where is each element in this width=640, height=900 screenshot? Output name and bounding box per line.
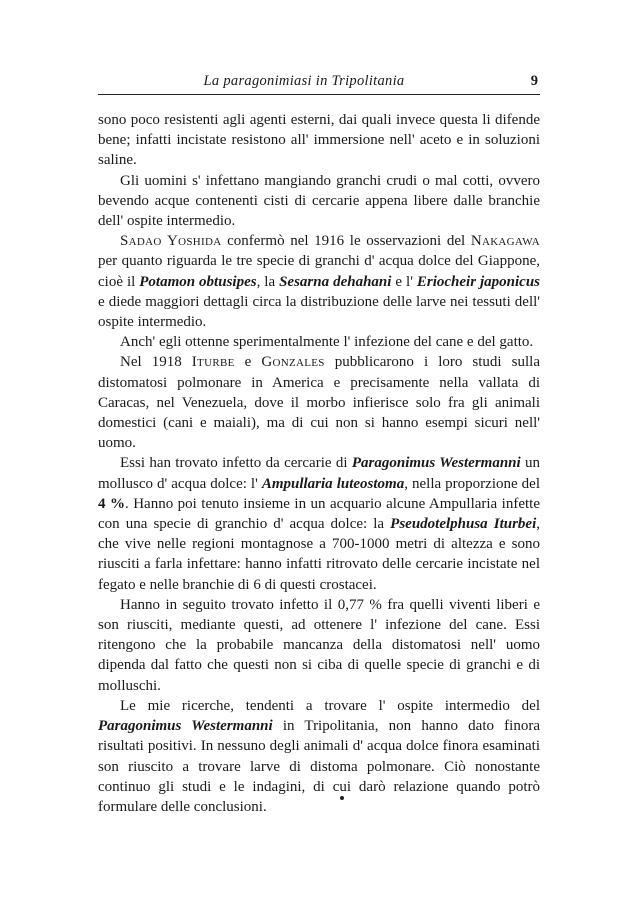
paragraph-8-text-1: Le mie ricerche, tendenti a trovare l' ospite intermedio del [120,697,540,714]
species-sesarna: Sesarna dehahani [279,273,392,290]
paragraph-6-text-5: , che vive nelle regioni montagnose a 700-1000 metri di altezza e sono riusciti a farla infettare: hanno infatti ritrovato delle cercarie incistate nel fegato e nelle branchie di 6 di questi crostacei. [98,516,540,593]
infection-percentage: 4 % [98,495,125,512]
paragraph-3-text-1: confermò nel 1916 le osservazioni del [221,233,471,250]
species-pseudotelphusa: Pseudotelphusa Iturbei [390,516,537,533]
running-header [98,72,540,95]
author-nakagawa: Nakagawa [470,233,540,250]
paragraph-3-text-2: per quanto riguarda le tre specie di granchi d' acqua dolce del Giappone, cioè il [98,253,540,290]
author-gonzales: Gonzales [261,354,325,371]
paragraph-6-text-4: . Hanno poi tenuto insieme in un acquario alcune Ampullaria infette con una specie di granchio d' acqua dolce: la [98,495,540,533]
author-iturbe: Iturbe [191,354,235,371]
running-title: La paragonimiasi in Tripolitania [203,73,405,89]
author-yoshida: Sadao Yoshida [120,233,222,250]
paragraph-1 [98,110,540,171]
paragraph-2-text: Gli uomini s' infettano mangiando granchi crudi o mal cotti, ovvero bevendo acque contenenti cisti di cercarie appena libere dalle branchie dell' ospite intermedio. [98,172,540,230]
paragraph-6-text-2: un mollusco d' acqua dolce: l' [98,455,540,492]
paragraph-3-text-4: e l' [391,273,417,290]
paragraph-5 [98,352,540,453]
species-eriocheir: Eriocheir japonicus [416,273,541,290]
paragraph-6-text-3: , nella proporzione del [404,475,540,492]
paragraph-1-text: sono poco resistenti agli agenti esterni, dai quali invece questa li difende bene; infatti incistate resistono all' immersione nell' aceto e in soluzioni saline. [98,112,540,169]
body-text [98,110,540,817]
page-number: 9 [530,73,538,89]
paragraph-8 [98,696,540,817]
section-end-dot [340,796,344,800]
paragraph-3 [98,231,540,332]
paragraph-8-text-2: in Tripolitania, non hanno dato finora risultati positivi. In nessuno degli animali d' acqua dolce finora esaminati son riuscito a trovare larve di distoma polmonare. Ciò nonostante continuo gli studi e le indagini, di cui darò relazione quando potrò formulare delle conclusioni. [98,718,540,815]
species-ampullaria: Ampullaria luteostoma [261,475,405,492]
species-paragonimus-2: Paragonimus Westermanni [98,718,273,735]
paragraph-3-text-3: , la [256,273,280,290]
paragraph-6-text-1: Essi han trovato infetto da cercarie di [120,455,352,472]
species-potamon: Potamon obtusipes [139,273,257,290]
paragraph-5-text-1: Nel 1918 [120,354,192,371]
paragraph-2 [98,171,540,232]
paragraph-7-text: Hanno in seguito trovato infetto il 0,77 % fra quelli viventi liberi e son riusciti, mediante questi, ad ottenere l' infezione del cane. Essi ritengono che la probabile mancanza della distomatosi nell' uomo dipenda dal fatto che questi non si ciba di quelle specie di granchi e di molluschi. [98,596,540,694]
paragraph-7 [98,595,540,696]
paragraph-3-text-5: e diede maggiori dettagli circa la distribuzione delle larve nei tessuti dell' ospite intermedio. [98,293,540,331]
species-paragonimus: Paragonimus Westermanni [351,455,521,472]
paragraph-4 [98,332,540,352]
paragraph-5-text-3: pubblicarono i loro studi sulla distomatosi polmonare in America e precisamente nella vallata di Caracas, nel Venezuela, dove il morbo infierisce solo fra gli animali domestici (cani e maiali), ma di cui non si hanno esempi sicuri nell' uomo. [98,354,540,452]
paragraph-6 [98,453,540,594]
paragraph-4-text: Anch' egli ottenne sperimentalmente l' infezione del cane e del gatto. [120,334,534,351]
paragraph-5-text-2: e [234,354,262,371]
